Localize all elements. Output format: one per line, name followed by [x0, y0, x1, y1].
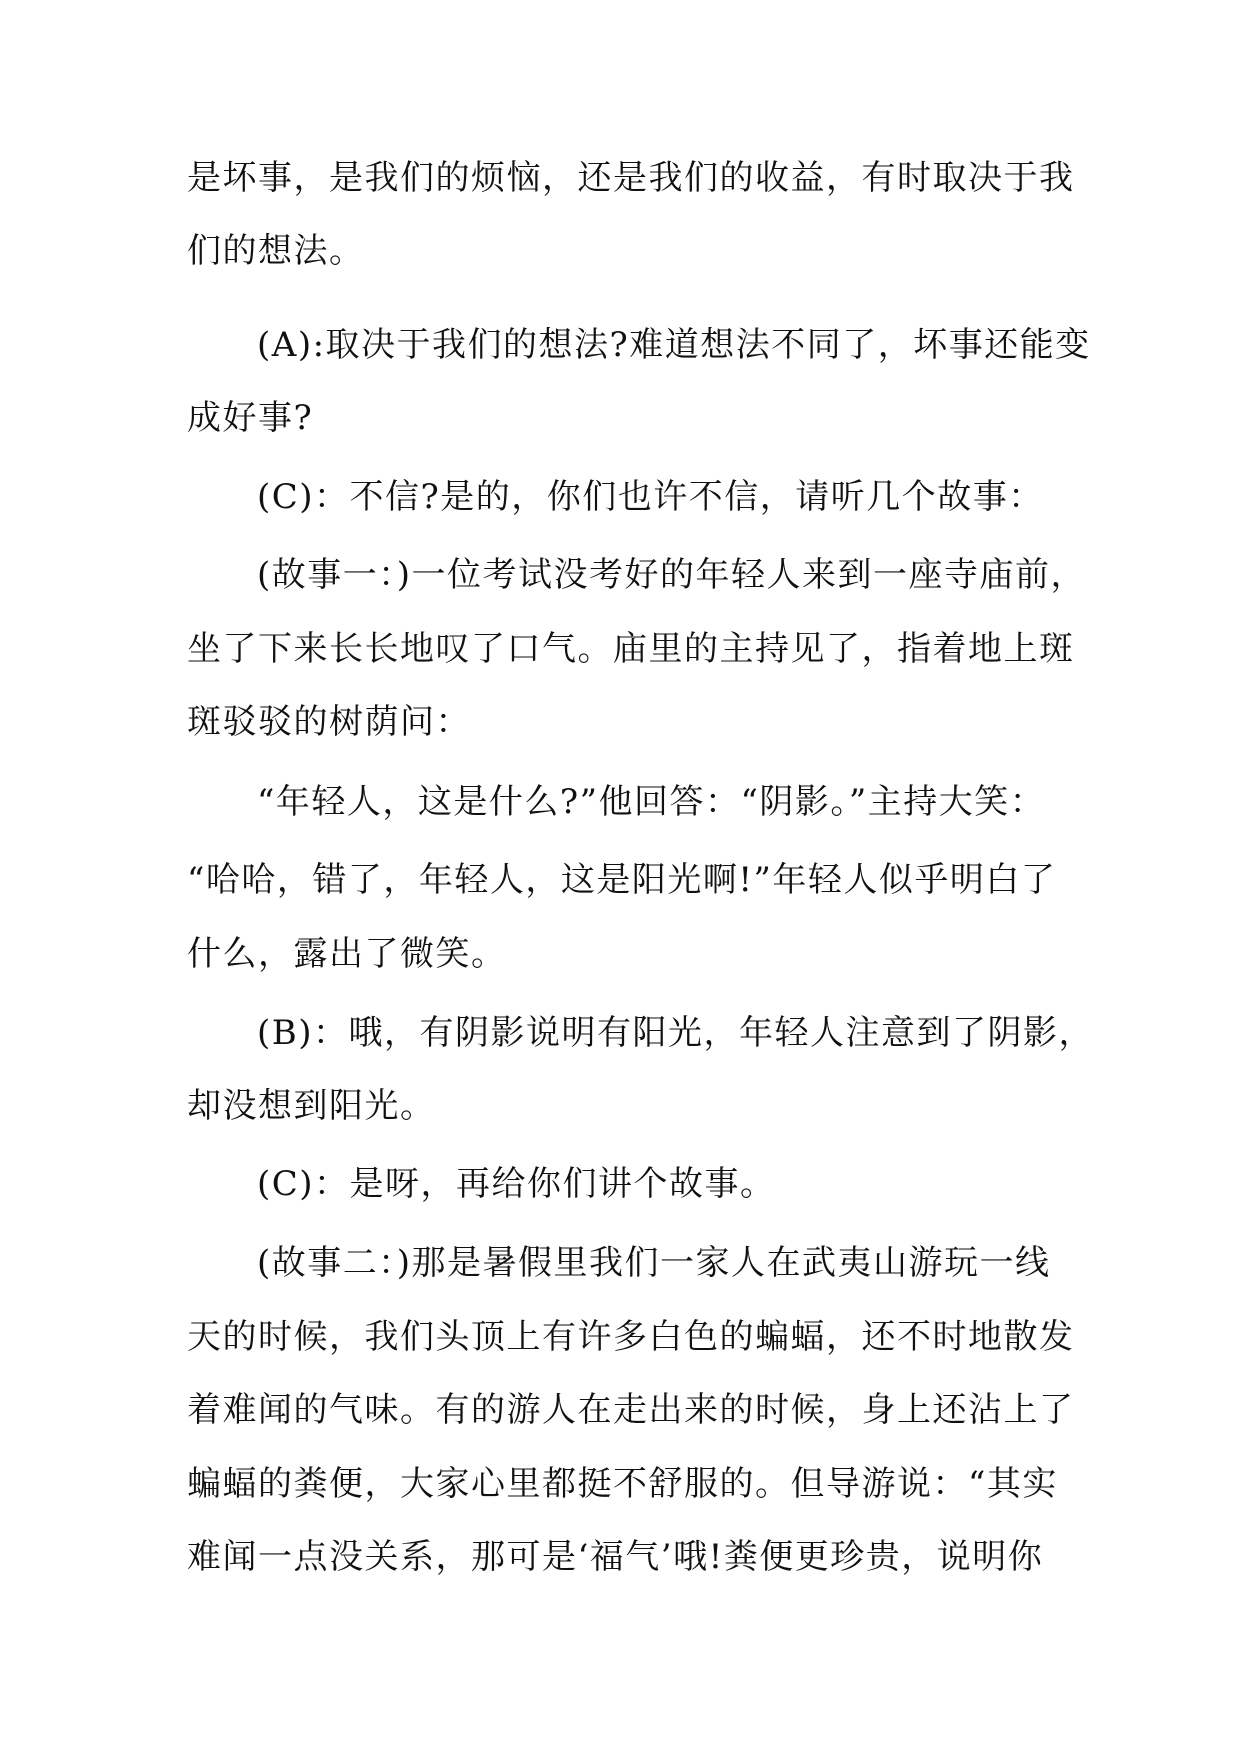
text-line: 们的想法。 — [187, 231, 365, 271]
text-line: (故事二：)那是暑假里我们一家人在武夷山游玩一线 — [257, 1243, 1051, 1283]
text-line: 什么，露出了微笑。 — [187, 934, 507, 974]
text-line: 天的时候，我们头顶上有许多白色的蝙蝠，还不时地散发 — [187, 1317, 1075, 1357]
text-line: 蝙蝠的粪便，大家心里都挺不舒服的。但导游说：“其实 — [187, 1464, 1058, 1504]
text-line: (C)：是呀，再给你们讲个故事。 — [257, 1164, 776, 1204]
text-line: “哈哈，错了，年轻人，这是阳光啊!”年轻人似乎明白了 — [187, 860, 1057, 900]
text-line: 难闻一点没关系，那可是‘福气’哦!粪便更珍贵，说明你 — [187, 1537, 1044, 1577]
text-line: (C)：不信?是的，你们也许不信，请听几个故事： — [257, 477, 1044, 517]
text-line: (故事一：)一位考试没考好的年轻人来到一座寺庙前， — [257, 555, 1087, 595]
text-line: 却没想到阳光。 — [187, 1086, 436, 1126]
text-line: (A):取决于我们的想法?难道想法不同了，坏事还能变 — [257, 325, 1091, 365]
text-line: 着难闻的气味。有的游人在走出来的时候，身上还沾上了 — [187, 1390, 1075, 1430]
text-line: “年轻人，这是什么?”他回答：“阴影。”主持大笑： — [257, 782, 1046, 822]
text-line: 成好事? — [187, 398, 314, 438]
text-line: 是坏事，是我们的烦恼，还是我们的收益，有时取决于我 — [187, 158, 1075, 198]
text-line: 坐了下来长长地叹了口气。庙里的主持见了，指着地上斑 — [187, 629, 1075, 669]
text-line: (B)：哦，有阴影说明有阳光，年轻人注意到了阴影， — [257, 1013, 1095, 1053]
text-line: 斑驳驳的树荫问： — [187, 702, 471, 742]
